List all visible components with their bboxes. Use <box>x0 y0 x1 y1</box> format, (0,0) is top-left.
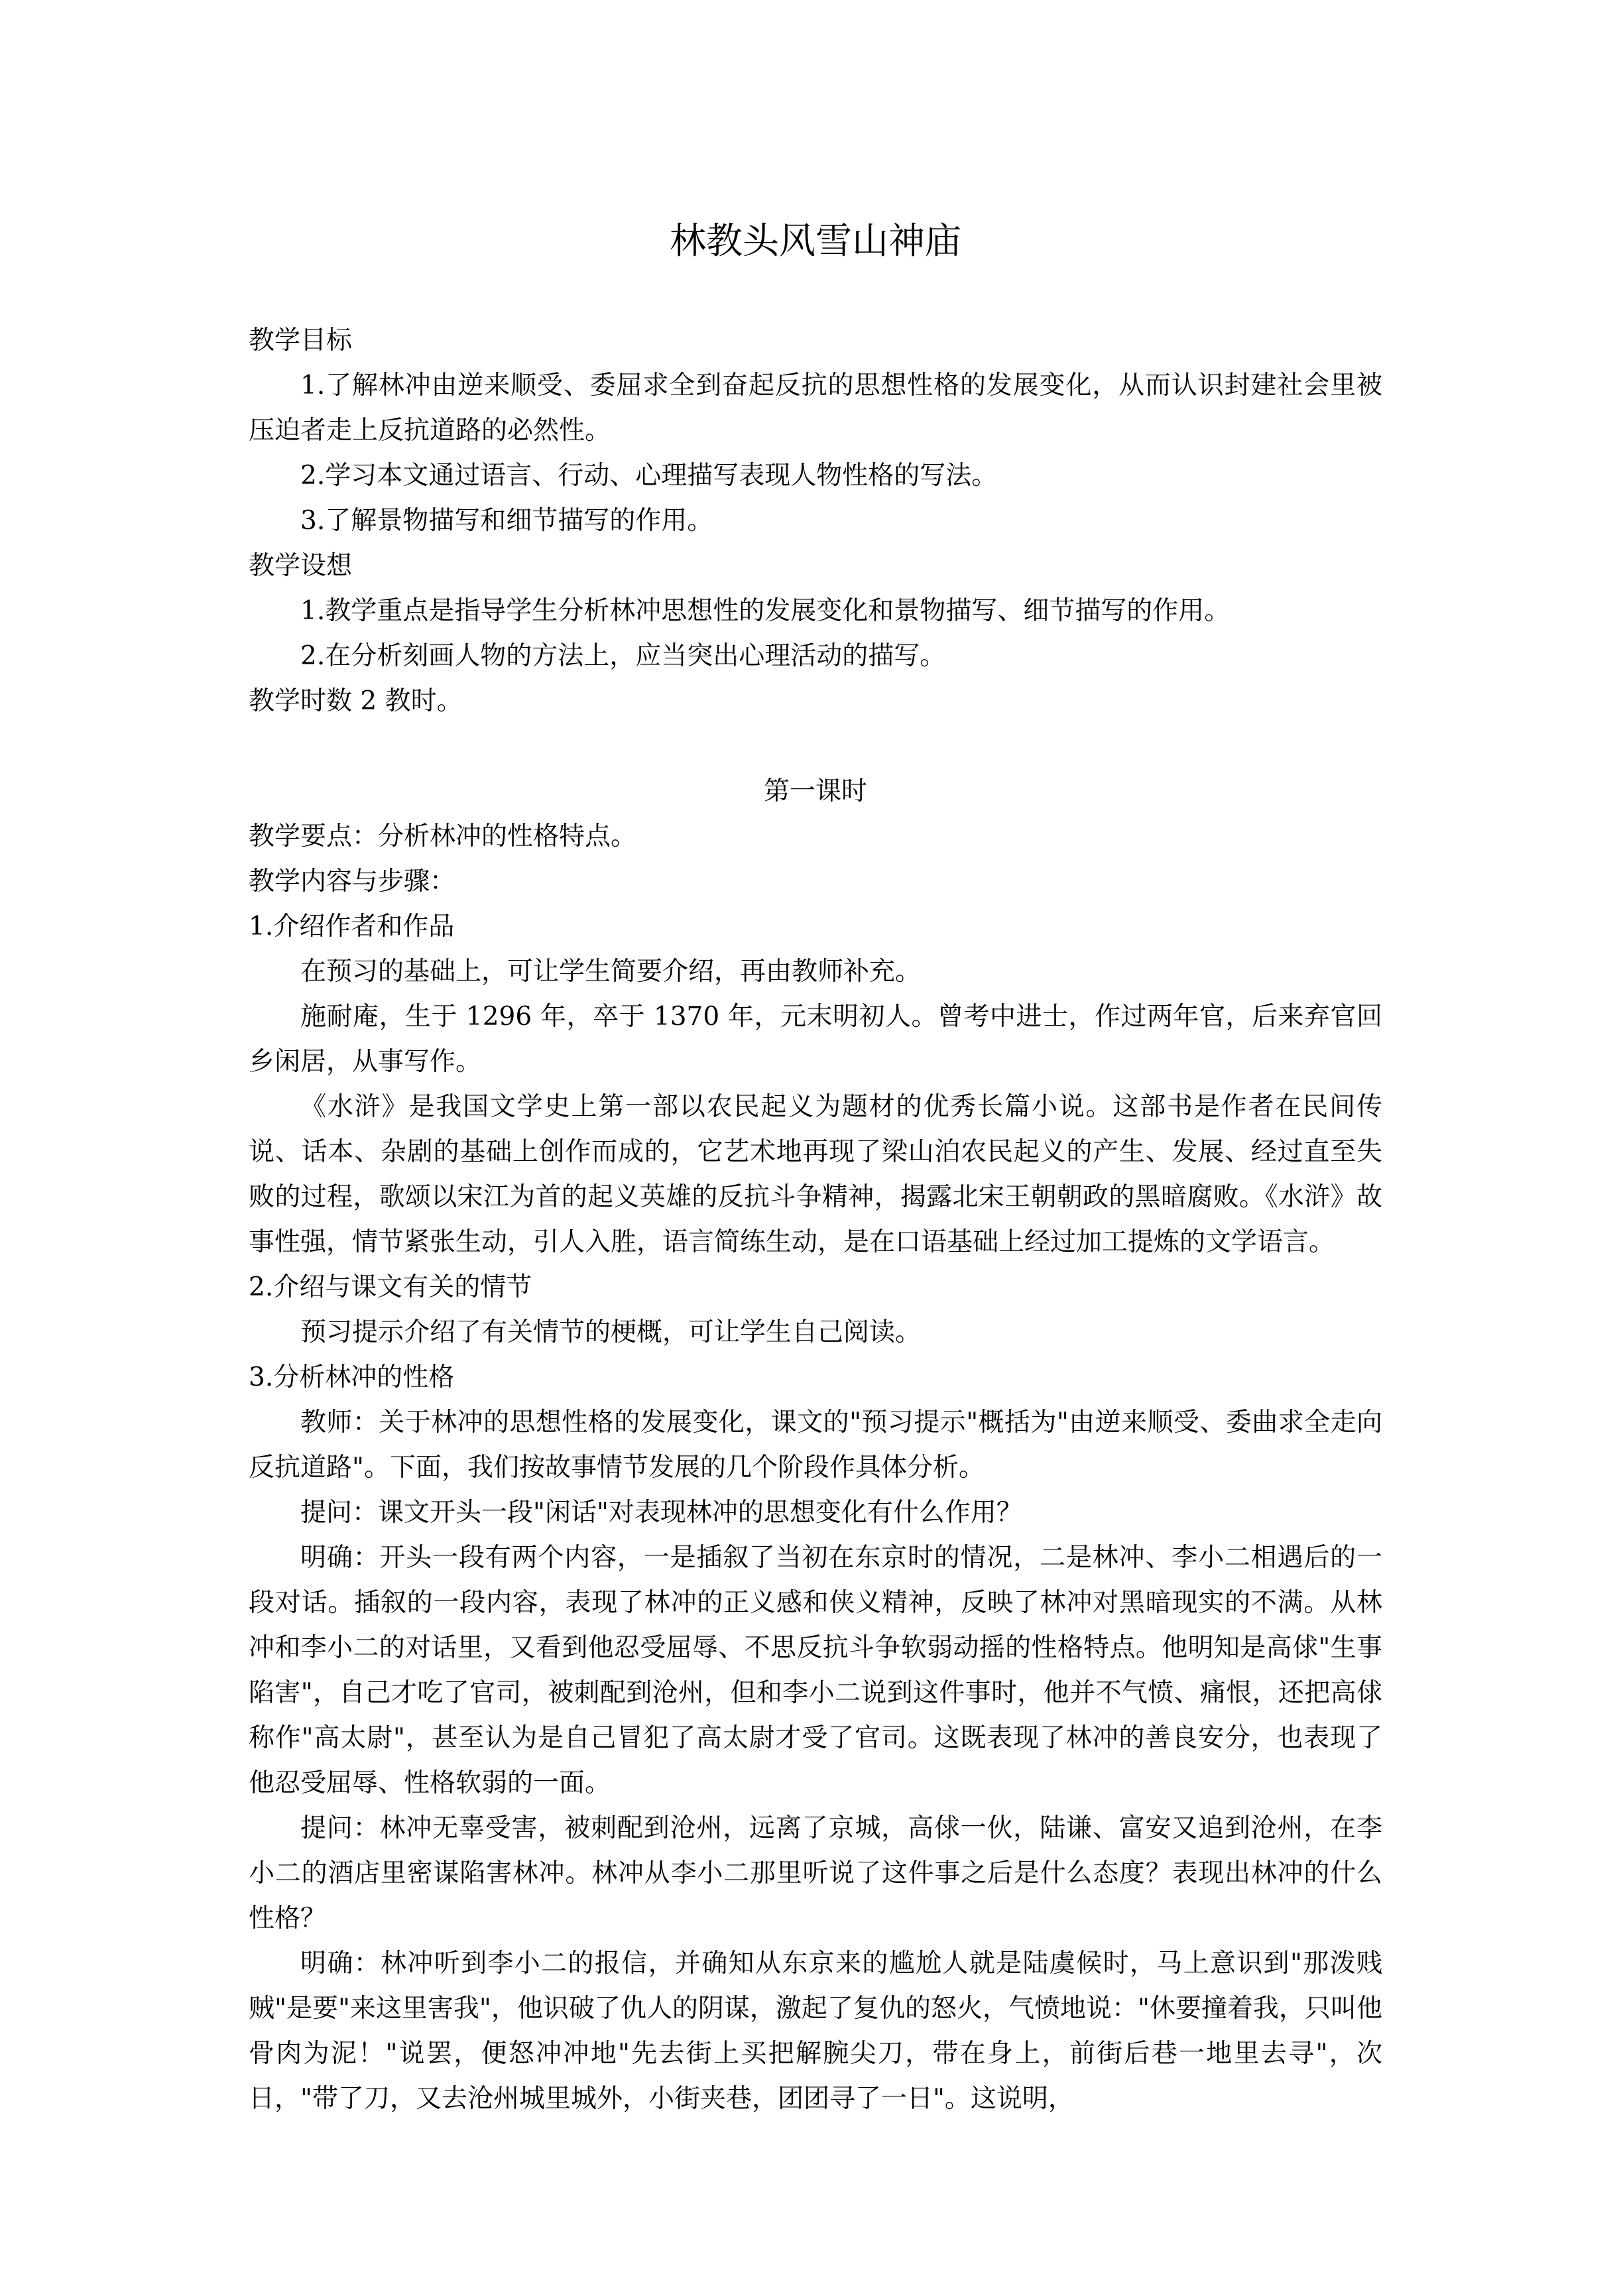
paragraph: 明确：开头一段有两个内容，一是插叙了当初在东京时的情况，二是林冲、李小二相遇后的一段对话。插叙的一段内容，表现了林冲的正义感和侠义精神，反映了林冲对黑暗现实的不满。从林冲和李小二的对话里，又看到他忍受屈辱、不思反抗斗争软弱动摇的性格特点。他明知是高俅"生事陷害"，自己才吃了官司，被刺配到沧州，但和李小二说到这件事时，他并不气愤、痛恨，还把高俅称作"高太尉"，甚至认为是自己冒犯了高太尉才受了官司。这既表现了林冲的善良安分，也表现了他忍受屈辱、性格软弱的一面。 <box>249 1543 1382 1798</box>
steps-heading: 教学内容与步骤： <box>249 867 456 896</box>
section-heading-design: 教学设想 <box>249 551 353 581</box>
lesson-key-point: 教学要点：分析林冲的性格特点。 <box>249 821 637 851</box>
lesson-heading: 第一课时 <box>763 776 867 806</box>
paragraph: 预习提示介绍了有关情节的梗概，可让学生自己阅读。 <box>300 1317 922 1347</box>
teaching-hours: 教学时数 2 教时。 <box>249 686 463 716</box>
design-item: 1.教学重点是指导学生分析林冲思想性的发展变化和景物描写、细节描写的作用。 <box>300 596 1231 626</box>
page-title: 林教头风雪山神庙 <box>669 219 961 262</box>
step-heading: 1.介绍作者和作品 <box>249 912 455 941</box>
step-heading: 2.介绍与课文有关的情节 <box>249 1272 532 1302</box>
section-heading-goals: 教学目标 <box>249 326 353 355</box>
step-heading: 3.分析林冲的性格 <box>249 1362 455 1392</box>
paragraph: 《水浒》是我国文学史上第一部以农民起义为题材的优秀长篇小说。这部书是作者在民间传说、话本、杂剧的基础上创作而成的，它艺术地再现了梁山泊农民起义的产生、发展、经过直至失败的过程，歌颂以宋江为首的起义英雄的反抗斗争精神，揭露北宋王朝朝政的黑暗腐败。《水浒》故事性强，情节紧张生动，引人入胜，语言简练生动，是在口语基础上经过加工提炼的文学语言。 <box>249 1092 1382 1257</box>
paragraph: 施耐庵，生于 1296 年，卒于 1370 年，元末明初人。曾考中进士，作过两年官，后来弃官回乡闲居，从事写作。 <box>249 1002 1382 1077</box>
goal-item: 3.了解景物描写和细节描写的作用。 <box>300 506 713 536</box>
goal-item: 1.了解林冲由逆来顺受、委屈求全到奋起反抗的思想性格的发展变化，从而认识封建社会里被压迫者走上反抗道路的必然性。 <box>249 371 1382 446</box>
paragraph: 教师：关于林冲的思想性格的发展变化，课文的"预习提示"概括为"由逆来顺受、委曲求全走向反抗道路"。下面，我们按故事情节发展的几个阶段作具体分析。 <box>249 1408 1382 1482</box>
paragraph: 明确：林冲听到李小二的报信，并确知从东京来的尴尬人就是陆虞候时，马上意识到"那泼贱贼"是要"来这里害我"，他识破了仇人的阴谋，激起了复仇的怒火，气愤地说："休要撞着我，只叫他骨肉为泥！"说罢，便怒冲冲地"先去街上买把解腕尖刀，带在身上，前街后巷一地里去寻"，次日，"带了刀，又去沧州城里城外，小街夹巷，团团寻了一日"。这说明， <box>249 1949 1382 2114</box>
document-body <box>249 211 1382 2122</box>
paragraph: 提问：林冲无辜受害，被刺配到沧州，远离了京城，高俅一伙，陆谦、富安又追到沧州，在李小二的酒店里密谋陷害林冲。林冲从李小二那里听说了这件事之后是什么态度？表现出林冲的什么性格？ <box>249 1813 1382 1933</box>
paragraph: 提问：课文开头一段"闲话"对表现林冲的思想变化有什么作用？ <box>300 1498 1022 1528</box>
paragraph: 在预习的基础上，可让学生简要介绍，再由教师补充。 <box>300 957 922 987</box>
goal-item: 2.学习本文通过语言、行动、心理描写表现人物性格的写法。 <box>300 461 998 491</box>
design-item: 2.在分析刻画人物的方法上，应当突出心理活动的描写。 <box>300 641 946 671</box>
